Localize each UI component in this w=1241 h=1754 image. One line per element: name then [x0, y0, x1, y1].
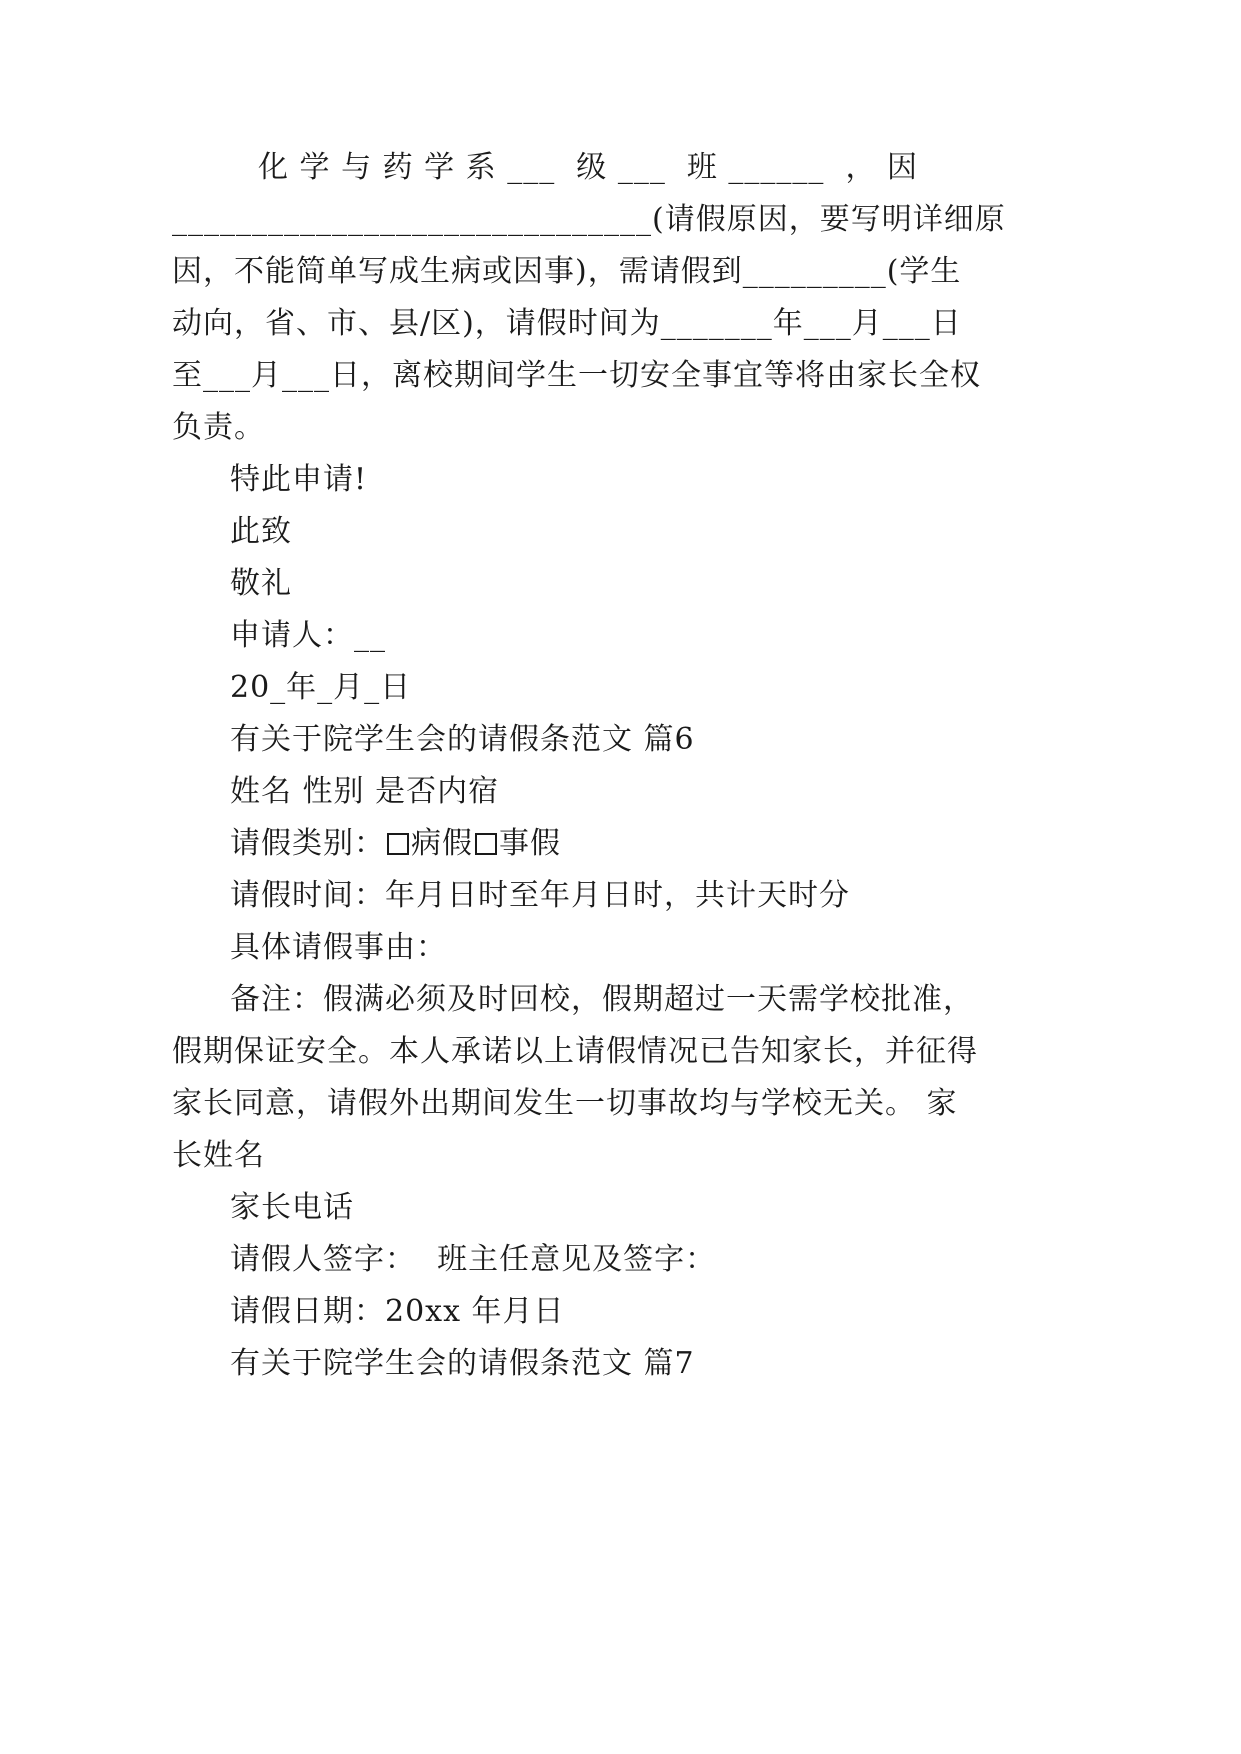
salutation-regards: 敬礼 [230, 566, 292, 601]
leave-date-line: 请假日期：20xx 年月日 [230, 1294, 565, 1329]
salutation-to: 此致 [230, 514, 292, 549]
personal-leave-checkbox[interactable] [475, 833, 497, 855]
paragraph-line-3: 因，不能简单写成生病或因事)，需请假到_________(学生 [172, 254, 962, 289]
note-line-1: 备注：假满必须及时回校，假期超过一天需学校批准， [230, 982, 974, 1017]
leave-reason-line: 具体请假事由： [230, 930, 447, 965]
paragraph-line-2: ______________________________(请假原因，要写明详细原 [172, 202, 1006, 237]
paragraph-line-5: 至___月___日，离校期间学生一切安全事宜等将由家长全权 [172, 358, 981, 393]
leave-type-line [230, 824, 930, 864]
paragraph-line-6: 负责。 [172, 410, 265, 445]
leave-type-label: 请假类别： [230, 826, 385, 861]
paragraph-line-4: 动向，省、市、县/区)，请假时间为_______年___月___日 [172, 306, 962, 341]
parent-phone-line: 家长电话 [230, 1190, 354, 1225]
note-line-3: 家长同意，请假外出期间发生一切事故均与学校无关。 家 [172, 1086, 958, 1121]
form-fields-line: 姓名 性别 是否内宿 [230, 774, 500, 809]
sick-leave-checkbox[interactable] [387, 833, 409, 855]
note-line-2: 假期保证安全。本人承诺以上请假情况已告知家长，并征得 [172, 1034, 978, 1069]
sick-leave-label: 病假 [411, 826, 473, 861]
leave-time-line: 请假时间：年月日时至年月日时，共计天时分 [230, 878, 850, 913]
special-request-text: 特此申请! [230, 462, 368, 497]
note-line-4: 长姓名 [172, 1138, 265, 1173]
applicant-line: 申请人：__ [230, 618, 386, 653]
date-line: 20_年_月_日 [230, 670, 412, 705]
section-heading-7: 有关于院学生会的请假条范文 篇7 [230, 1346, 695, 1381]
personal-leave-label: 事假 [499, 826, 561, 861]
paragraph-line-1: 化 学 与 药 学 系 ___ 级 ___ 班 ______ ， 因 [258, 150, 919, 185]
section-heading-6: 有关于院学生会的请假条范文 篇6 [230, 722, 695, 757]
signatures-line: 请假人签字： 班主任意见及签字： [230, 1242, 717, 1277]
